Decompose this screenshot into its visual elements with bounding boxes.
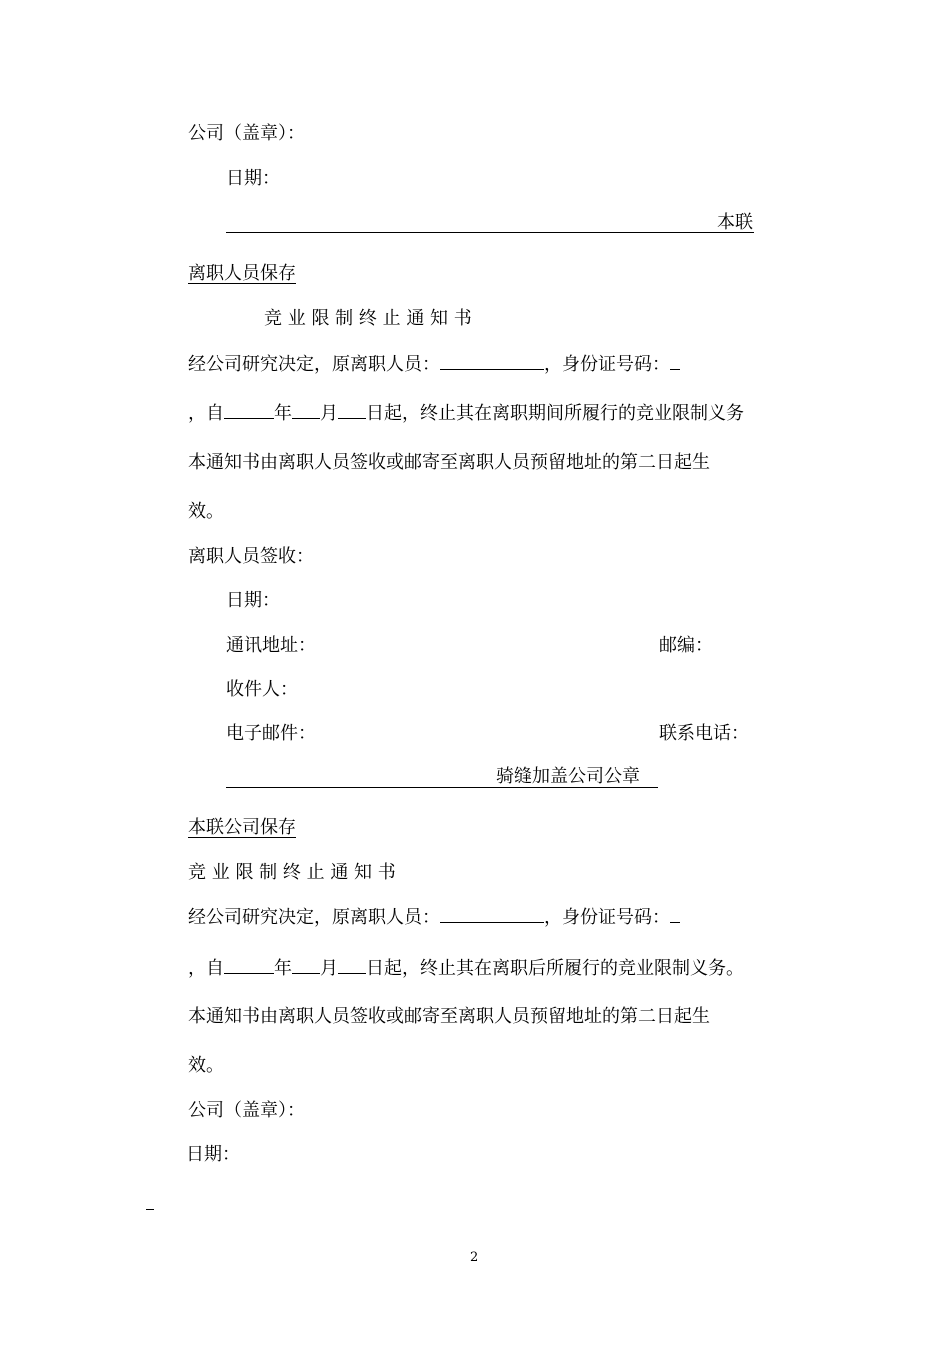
id-blank xyxy=(670,351,680,370)
recipient-label: 收件人： xyxy=(226,679,298,700)
month-blank xyxy=(292,955,320,974)
month-blank xyxy=(292,400,320,419)
text-segment: 年 xyxy=(274,958,292,979)
date-label: 日期： xyxy=(186,1144,240,1165)
text-segment: 日起，终止其在离职后所履行的竞业限制义务。 xyxy=(366,958,744,979)
text-segment: 经公司研究决定，原离职人员： xyxy=(188,354,440,375)
text-segment: ，身份证号码： xyxy=(544,907,670,928)
text-segment: 月 xyxy=(320,403,338,424)
name-blank xyxy=(440,351,544,370)
notice-title: 竞 业 限 制 终 止 通 知 书 xyxy=(264,308,472,329)
name-blank xyxy=(440,904,544,923)
notice-line-1 xyxy=(188,904,680,930)
email-label: 电子邮件： xyxy=(226,723,316,744)
company-seal-label: 公司（盖章）： xyxy=(188,1100,305,1121)
phone-label: 联系电话： xyxy=(659,723,749,744)
notice-paragraph-end: 效。 xyxy=(188,501,224,522)
day-blank xyxy=(338,955,366,974)
notice-paragraph-end: 效。 xyxy=(188,1055,224,1076)
address-label: 通讯地址： xyxy=(226,635,316,656)
day-blank xyxy=(338,400,366,419)
text-segment: 年 xyxy=(274,403,292,424)
notice-line-2 xyxy=(188,400,744,426)
copy-company-label: 本联公司保存 xyxy=(188,817,296,838)
company-seal-label: 公司（盖章）： xyxy=(188,123,305,144)
notice-paragraph: 本通知书由离职人员签收或邮寄至离职人员预留地址的第二日起生 xyxy=(188,1006,710,1027)
text-segment: 月 xyxy=(320,958,338,979)
notice-paragraph: 本通知书由离职人员签收或邮寄至离职人员预留地址的第二日起生 xyxy=(188,452,710,473)
copy-employee-label: 离职人员保存 xyxy=(188,263,296,284)
date-label: 日期： xyxy=(226,168,280,189)
notice-title: 竞 业 限 制 终 止 通 知 书 xyxy=(188,862,396,883)
stray-mark xyxy=(146,1209,154,1210)
seam-seal-label: 骑缝加盖公司公章 xyxy=(496,766,640,787)
text-segment: ，身份证号码： xyxy=(544,354,670,375)
notice-line-2 xyxy=(188,955,744,981)
notice-line-1 xyxy=(188,351,680,377)
year-blank xyxy=(224,400,274,419)
divider-line xyxy=(226,232,754,233)
employee-sign-label: 离职人员签收： xyxy=(188,546,314,567)
text-segment: ，自 xyxy=(188,403,224,424)
copy-tail-label: 本联 xyxy=(717,212,753,233)
text-segment: 日起，终止其在离职期间所履行的竞业限制义务 xyxy=(366,403,744,424)
postcode-label: 邮编： xyxy=(659,635,713,656)
text-segment: ，自 xyxy=(188,958,224,979)
page-number: 2 xyxy=(470,1250,479,1265)
date-label: 日期： xyxy=(226,590,280,611)
id-blank xyxy=(670,904,680,923)
year-blank xyxy=(224,955,274,974)
text-segment: 经公司研究决定，原离职人员： xyxy=(188,907,440,928)
